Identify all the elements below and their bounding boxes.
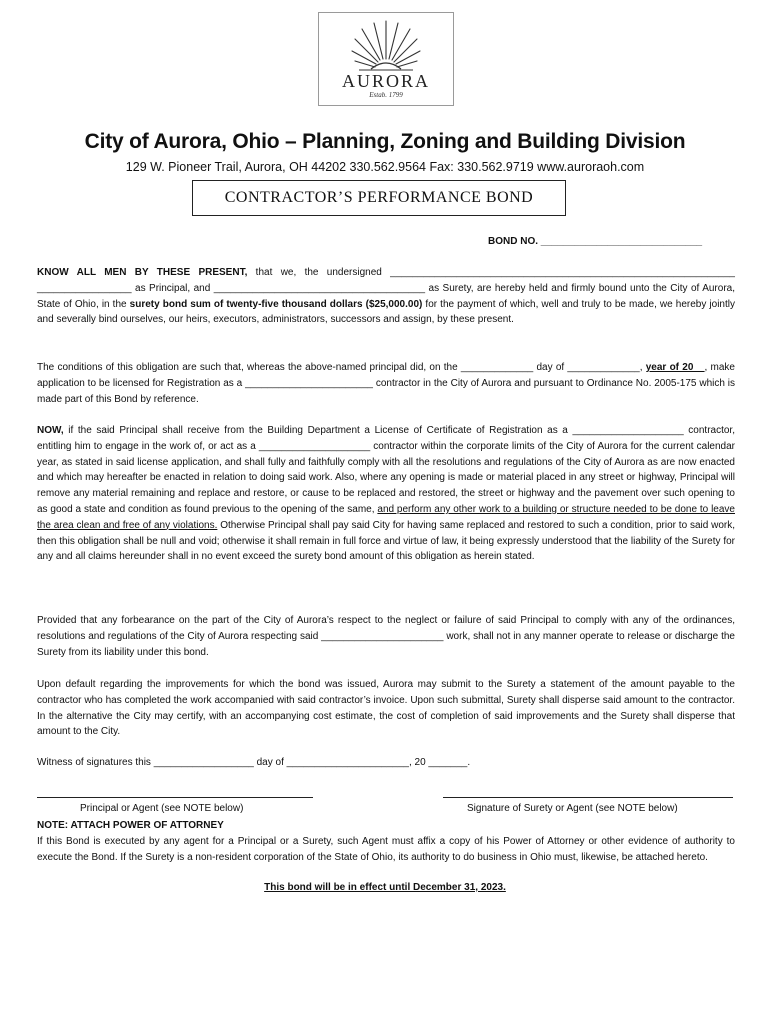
logo-wordmark: AURORA (341, 71, 430, 91)
logo-established: Estab. 1799 (369, 91, 403, 99)
year-field: year of 20__ (645, 362, 705, 373)
conditions-text-1: The conditions of this obligation are such that, whereas the above-named principal did, on the _____________ day of _____________, (37, 362, 646, 373)
now-text-1: if the said Principal shall receive from the Building Department a License of Certificate of Registration as a ____________________ contractor, entitling him to engage in the work of, or act as a ____________________ contractor within the corporate limits of the City of Aurora for the current calendar year, as stated in said license application, and shall fully and faithfully comply with all the resolutions and regulations of the City of Aurora as are now enacted and which may hereafter be enacted in relation to doing said work. Also, where any opening is made or material placed in any street or highway, Principal will remove any material remaining and replace and restore, or cause to be replaced and restored, the street or highway and the pavement over such opening to as good a state and condition as found previous to the opening of the same, (37, 425, 735, 515)
city-logo (318, 12, 454, 106)
cleanup-clause: and perform any other work to a building or structure needed to be done to leave the area clean and free of any violations. (37, 503, 735, 531)
now-paragraph (37, 423, 735, 565)
forbearance-paragraph: Provided that any forbearance on the part of the City of Aurora’s respect to the neglect or failure of said Principal to comply with any of the ordinances, resolutions and regulations of the City of Aurora respecting said ______________________ work, shall not in any manner operate to release or discharge the Surety from its liability under this bond. (37, 615, 735, 658)
form-title: CONTRACTOR’S PERFORMANCE BOND (192, 180, 566, 216)
conditions-text-2: , make application to be licensed for Registration as a _______________________ contractor in the City of Aurora and pursuant to Ordinance No. 2005-175 which is made part of this Bond by reference. (37, 362, 735, 405)
binding-text-1: that we, the undersigned ______________________________________________________________ _________________ as Principal, and ______________________________________ as Surety, are hereby held and firmly bound unto the City of Aurora, State of Ohio, in the (37, 267, 735, 310)
page-title: City of Aurora, Ohio – Planning, Zoning and Building Division (84, 130, 686, 153)
binding-lead: KNOW ALL MEN BY THESE PRESENT, (37, 267, 248, 278)
surety-signature-label: Signature of Surety or Agent (see NOTE below) (467, 803, 678, 814)
note-text: If this Bond is executed by any agent for a Principal or a Surety, such Agent must affix a copy of his Power of Attorney or other evidence of authority to execute the Bond. If the Surety is a non-resident corporation of the State of Ohio, its authority to do business in Ohio must, likewise, be attached hereto. (37, 836, 735, 863)
note-heading: NOTE: ATTACH POWER OF ATTORNEY (37, 820, 224, 831)
contact-address: 129 W. Pioneer Trail, Aurora, OH 44202 330.562.9564 Fax: 330.562.9719 www.auroraoh.com (125, 160, 645, 174)
principal-signature-label: Principal or Agent (see NOTE below) (80, 803, 244, 814)
conditions-paragraph (37, 360, 735, 407)
surety-signature-line (443, 797, 733, 798)
binding-text-2: for the payment of which, well and truly to be made, we hereby jointly and severally bind ourselves, our heirs, executors, administrators, successors and assign, by these present. (37, 298, 735, 326)
default-paragraph: Upon default regarding the improvements for which the bond was issued, Aurora may submit to the Surety a statement of the amount payable to the contractor who has completed the work accompanied with said contractor’s invoice. Upon such submittal, Surety shall disperse said amount to the contractor. In the alternative the City may certify, with an accompanying cost estimate, the cost of completion of said improvements and the Surety shall disperse that amount to the City. (37, 679, 735, 738)
witness-line: Witness of signatures this __________________ day of ______________________, 20 _______. (37, 757, 471, 768)
now-text-2: Otherwise Principal shall pay said City for having same replaced and restored to such a condition, prior to said work, then this obligation shall be null and void; otherwise it shall remain in full force and virtue of law, it being expressly understood that the liability of the Surety for any and all claims hereunder shall in no event exceed the surety bond amount of this obligation as herein stated. (37, 519, 735, 563)
binding-paragraph (37, 265, 735, 328)
bond-amount: surety bond sum of twenty-five thousand dollars ($25,000.00) (129, 298, 423, 310)
principal-signature-line (37, 797, 313, 798)
bond-number-field: BOND NO. _____________________________ (488, 236, 703, 247)
effective-date-notice: This bond will be in effect until December 31, 2023. (264, 882, 506, 893)
now-lead: NOW, (37, 425, 64, 436)
